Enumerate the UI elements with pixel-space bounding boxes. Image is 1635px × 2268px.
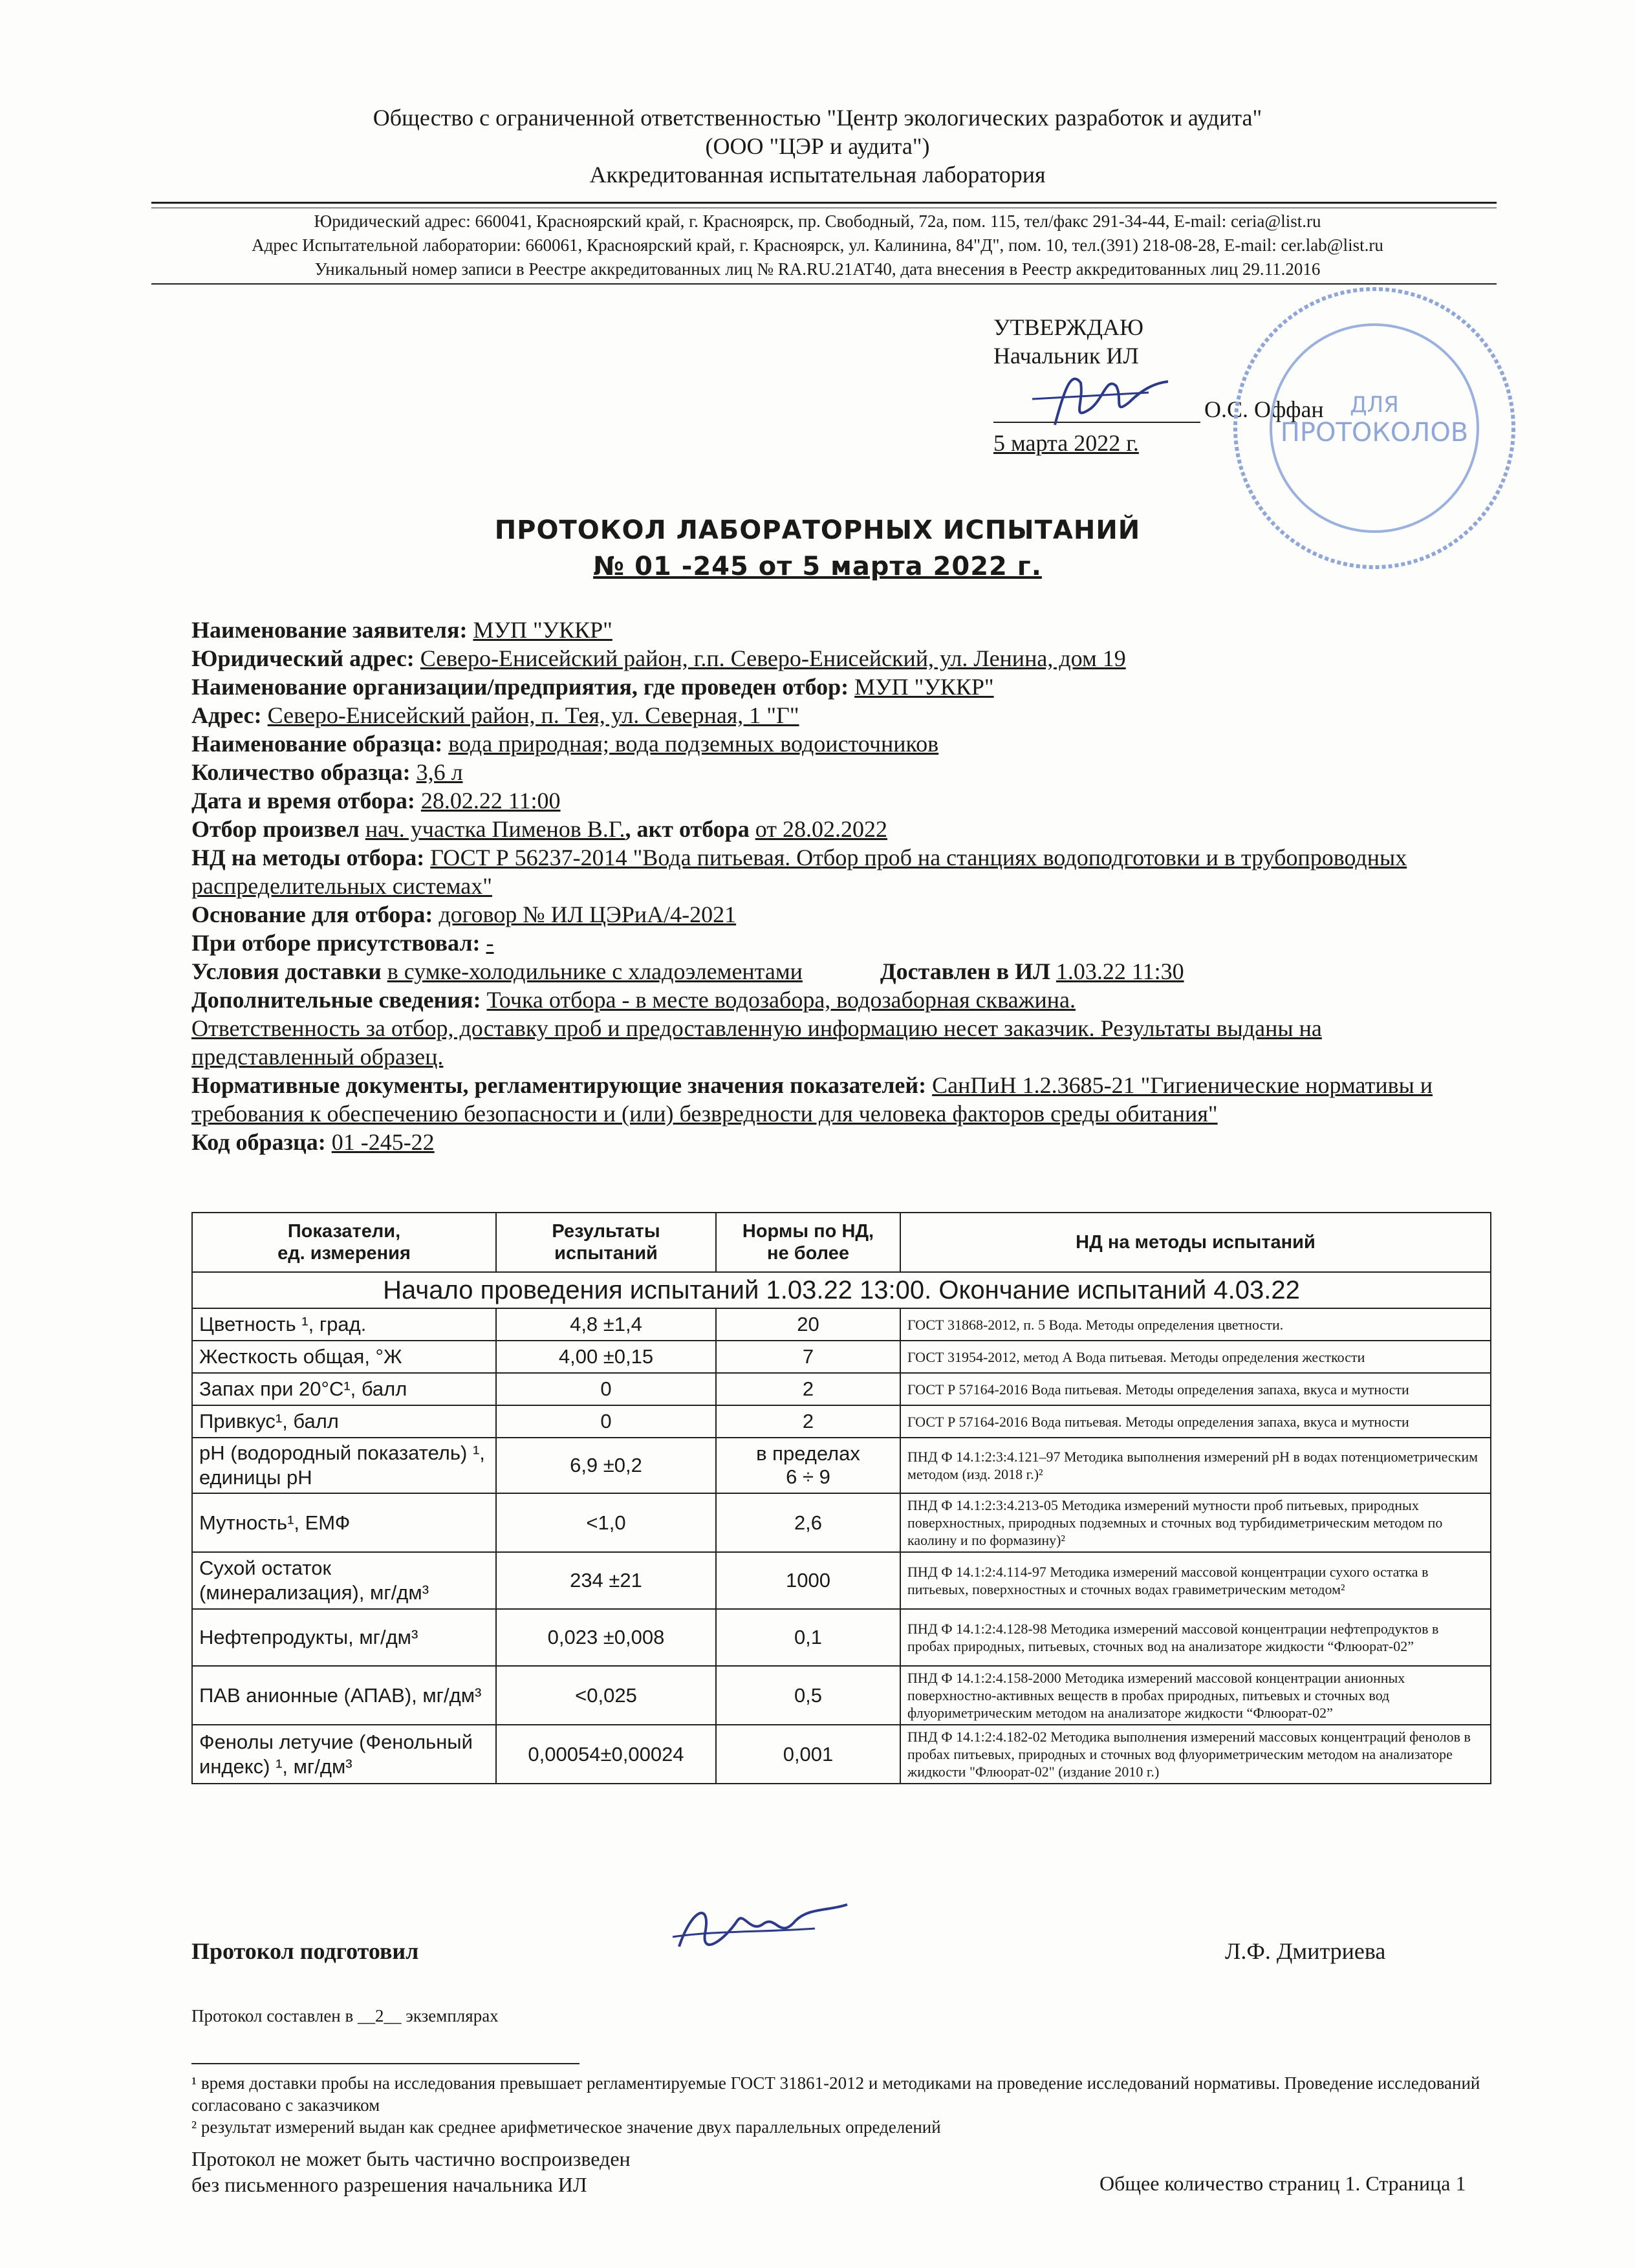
- basis-value: договор № ИЛ ЦЭРиА/4-2021: [439, 902, 737, 927]
- svg-text:ДЛЯ: ДЛЯ: [1350, 392, 1399, 418]
- title-line: ПРОТОКОЛ ЛАБОРАТОРНЫХ ИСПЫТАНИЙ: [494, 515, 1141, 545]
- basis-label: Основание для отбора:: [191, 902, 433, 927]
- result-cell: 0: [496, 1373, 716, 1405]
- signature-line: [993, 396, 1200, 423]
- qty-label: Количество образца:: [191, 759, 411, 785]
- method-cell: ПНД Ф 14.1:2:4.114-97 Методика измерений массовой концентрации сухого остатка в питьевых, поверхностных и сточных водах гравиметрическим методом²: [900, 1552, 1491, 1609]
- org-name: Общество с ограниченной ответственностью "Центр экологических разработок и аудита": [373, 105, 1262, 131]
- indicator-cell: Мутность¹, ЕМФ: [192, 1493, 496, 1552]
- address-label: Адрес:: [191, 702, 262, 728]
- prepared-by-label: Протокол подготовил: [191, 1938, 419, 1964]
- table-row: [192, 1493, 1491, 1552]
- datetime-row: [191, 786, 1490, 815]
- code-label: Код образца:: [191, 1129, 326, 1155]
- method-cell: ПНД Ф 14.1:2:3:4.213-05 Методика измерений мутности проб питьевых, природных поверхностных, природных подземных и сточных вод турбидиметрическим методом по каолину и по формазину)²: [900, 1493, 1491, 1552]
- table-row: [192, 1609, 1491, 1666]
- norm-row: [191, 1071, 1490, 1128]
- table-row: [192, 1438, 1491, 1493]
- code-row: [191, 1128, 1490, 1156]
- address-block: [0, 210, 1635, 281]
- results-table: [191, 1212, 1491, 1784]
- norm-label: Нормативные документы, регламентирующие значения показателей:: [191, 1072, 927, 1098]
- act-label: , акт отбора: [625, 816, 750, 842]
- lab-address: Адрес Испытательной лаборатории: 660061, Красноярский край, г. Красноярск, ул. Калинина, 84"Д", пом. 10, тел.(391) 218-08-28, E-mail: cer.lab@list.ru: [252, 235, 1383, 255]
- basis-row: [191, 900, 1490, 929]
- notice-line-1: Протокол не может быть частично воспроизведен: [191, 2147, 631, 2170]
- lab-name: Аккредитованная испытательная лаборатория: [589, 162, 1046, 188]
- indicator-cell: Привкус¹, балл: [192, 1405, 496, 1438]
- col-header-norm: Нормы по НД, не более: [716, 1213, 900, 1272]
- protocol-number: № 01 -245 от 5 марта 2022 г.: [593, 552, 1042, 581]
- indicator-cell: ПАВ анионные (АПАВ), мг/дм³: [192, 1666, 496, 1725]
- delivery-row: [191, 957, 1490, 986]
- method-cell: ГОСТ 31954-2012, метод А Вода питьевая. Методы определения жесткости: [900, 1341, 1491, 1373]
- footnotes: [191, 2072, 1537, 2138]
- approval-word: УТВЕРЖДАЮ: [993, 314, 1144, 340]
- org-short-name: (ООО "ЦЭР и аудита"): [705, 133, 930, 159]
- present-value: -: [486, 930, 494, 956]
- table-row: [192, 1373, 1491, 1405]
- document-title: [0, 512, 1635, 585]
- extra-value: Точка отбора - в месте водозабора, водозаборная скважина.: [486, 987, 1076, 1013]
- sampler-row: [191, 815, 1490, 843]
- extra-label: Дополнительные сведения:: [191, 987, 481, 1013]
- footnote-1: ¹ время доставки пробы на исследования превышает регламентируемые ГОСТ 31861-2012 и методиками на проведение исследований нормативы. Проведение исследований согласовано с заказчиком: [191, 2073, 1480, 2115]
- present-label: При отборе присутствовал:: [191, 930, 481, 956]
- approver-name: О.С. Оффан: [1204, 396, 1324, 422]
- norm-cell: 2: [716, 1373, 900, 1405]
- notice-line-2: без письменного разрешения начальника ИЛ: [191, 2173, 587, 2196]
- responsibility-note: Ответственность за отбор, доставку проб и предоставленную информацию несет заказчик. Результаты выданы на представленный образец.: [191, 1015, 1322, 1070]
- table-row: [192, 1666, 1491, 1725]
- col-header-method: НД на методы испытаний: [900, 1213, 1491, 1272]
- org-header: [0, 103, 1635, 189]
- method-cell: ПНД Ф 14.1:2:4.158-2000 Методика измерений массовой концентрации анионных поверхностно-активных веществ в пробах природных, питьевых и сточных вод флуориметрическим методом на анализаторе жидкости “Флюорат-02”: [900, 1666, 1491, 1725]
- norm-cell: в пределах 6 ÷ 9: [716, 1438, 900, 1493]
- indicator-cell: Запах при 20°С¹, балл: [192, 1373, 496, 1405]
- approval-date: 5 марта 2022 г.: [993, 430, 1139, 456]
- qty-row: [191, 758, 1490, 786]
- method-cell: ГОСТ Р 57164-2016 Вода питьевая. Методы определения запаха, вкуса и мутности: [900, 1373, 1491, 1405]
- registry-number: Уникальный номер записи в Реестре аккредитованных лиц № RA.RU.21АТ40, дата внесения в Реестр аккредитованных лиц 29.11.2016: [314, 259, 1321, 279]
- table-header-row: [192, 1213, 1491, 1272]
- applicant-value: МУП "УККР": [473, 617, 612, 643]
- indicator-cell: Фенолы летучие (Фенольный индекс) ¹, мг/дм³: [192, 1725, 496, 1784]
- table-row: [192, 1725, 1491, 1784]
- method-cell: ПНД Ф 14.1:2:4.182-02 Методика выполнения измерений массовых концентраций фенолов в пробах питьевых, природных и сточных вод флуориметрическим методом на анализаторе жидкости "Флюорат-02" (издание 2010 г.): [900, 1725, 1491, 1784]
- legal-label: Юридический адрес:: [191, 645, 415, 671]
- delivery-value: в сумке-холодильнике с хладоэлементами: [387, 958, 803, 984]
- sampler-label: Отбор произвел: [191, 816, 360, 842]
- sample-info: [191, 616, 1490, 1156]
- sampler-value: нач. участка Пименов В.Г.: [365, 816, 625, 842]
- delivered-label: Доставлен в ИЛ: [880, 958, 1050, 984]
- org-value: МУП "УККР": [854, 674, 994, 700]
- legal-value: Северо-Енисейский район, г.п. Северо-Енисейский, ул. Ленина, дом 19: [420, 645, 1126, 671]
- approval-position: Начальник ИЛ: [993, 343, 1139, 369]
- result-cell: 0: [496, 1405, 716, 1438]
- norm-cell: 20: [716, 1308, 900, 1341]
- method-cell: ГОСТ 31868-2012, п. 5 Вода. Методы определения цветности.: [900, 1308, 1491, 1341]
- applicant-label: Наименование заявителя:: [191, 617, 468, 643]
- code-value: 01 -245-22: [331, 1129, 435, 1155]
- legal-address: Юридический адрес: 660041, Красноярский край, г. Красноярск, пр. Свободный, 72а, пом. 115, тел/факс 291-34-44, E-mail: ceria@list.ru: [314, 211, 1321, 231]
- reproduction-notice: [191, 2146, 631, 2198]
- norm-cell: 2,6: [716, 1493, 900, 1552]
- table-row: [192, 1552, 1491, 1609]
- result-cell: 0,00054±0,00024: [496, 1725, 716, 1784]
- applicant-row: [191, 616, 1490, 644]
- org-label: Наименование организации/предприятия, где проведен отбор:: [191, 674, 849, 700]
- header-divider: [151, 202, 1497, 208]
- act-value: от 28.02.2022: [755, 816, 887, 842]
- footnote-divider: [191, 2063, 579, 2064]
- indicator-cell: Цветность ¹, град.: [192, 1308, 496, 1341]
- norm-cell: 0,5: [716, 1666, 900, 1725]
- preparer-name: Л.Ф. Дмитриева: [1225, 1938, 1386, 1964]
- nd-label: НД на методы отбора:: [191, 845, 425, 870]
- datetime-value: 28.02.22 11:00: [420, 788, 561, 814]
- table-row: [192, 1308, 1491, 1341]
- copies-line: [191, 2006, 499, 2026]
- norm-cell: 0,001: [716, 1725, 900, 1784]
- nd-row: [191, 843, 1490, 900]
- sample-value: вода природная; вода подземных водоисточников: [448, 731, 939, 757]
- result-cell: 4,8 ±1,4: [496, 1308, 716, 1341]
- result-cell: 6,9 ±0,2: [496, 1438, 716, 1493]
- test-period: Начало проведения испытаний 1.03.22 13:00. Окончание испытаний 4.03.22: [192, 1272, 1491, 1308]
- present-row: [191, 929, 1490, 957]
- address-row: [191, 701, 1490, 729]
- sample-label: Наименование образца:: [191, 731, 443, 757]
- nd-value: ГОСТ Р 56237-2014 "Вода питьевая. Отбор проб на станциях водоподготовки и в трубопроводных распределительных системах": [191, 845, 1407, 899]
- norm-cell: 2: [716, 1405, 900, 1438]
- copies-suffix: экземплярах: [401, 2006, 499, 2025]
- result-cell: <1,0: [496, 1493, 716, 1552]
- datetime-label: Дата и время отбора:: [191, 788, 415, 814]
- method-cell: ПНД Ф 14.1:2:4.128-98 Методика измерений массовой концентрации нефтепродуктов в пробах природных, питьевых, сточных вод на анализаторе жидкости “Флюорат-02”: [900, 1609, 1491, 1666]
- norm-cell: 7: [716, 1341, 900, 1373]
- indicator-cell: рН (водородный показатель) ¹, единицы рН: [192, 1438, 496, 1493]
- org-row: [191, 673, 1490, 701]
- period-row: [192, 1272, 1491, 1308]
- indicator-cell: Нефтепродукты, мг/дм³: [192, 1609, 496, 1666]
- indicator-cell: Жесткость общая, °Ж: [192, 1341, 496, 1373]
- sample-row: [191, 729, 1490, 758]
- col-header-result: Результаты испытаний: [496, 1213, 716, 1272]
- legal-row: [191, 644, 1490, 673]
- approval-block: [993, 313, 1143, 370]
- qty-value: 3,6 л: [416, 759, 463, 785]
- norm-value: СанПиН 1.2.3685-21 "Гигиенические нормативы и требования к обеспечению безопасности и (или) безвредности для человека факторов среды обитания": [191, 1072, 1433, 1127]
- indicator-cell: Сухой остаток (минерализация), мг/дм³: [192, 1552, 496, 1609]
- copies-number: __2__: [358, 2006, 402, 2025]
- table-row: [192, 1341, 1491, 1373]
- delivery-label: Условия доставки: [191, 958, 382, 984]
- result-cell: 0,023 ±0,008: [496, 1609, 716, 1666]
- extra-row: [191, 986, 1490, 1014]
- preparer-signature: [666, 1895, 860, 1972]
- result-cell: 4,00 ±0,15: [496, 1341, 716, 1373]
- norm-cell: 1000: [716, 1552, 900, 1609]
- address-value: Северо-Енисейский район, п. Тея, ул. Северная, 1 "Г": [267, 702, 799, 728]
- norm-cell: 0,1: [716, 1609, 900, 1666]
- page-count: Общее количество страниц 1. Страница 1: [1099, 2172, 1466, 2195]
- copies-prefix: Протокол составлен в: [191, 2006, 358, 2025]
- footnote-2: ² результат измерений выдан как среднее арифметическое значение двух параллельных определений: [191, 2117, 941, 2137]
- result-cell: 234 ±21: [496, 1552, 716, 1609]
- method-cell: ГОСТ Р 57164-2016 Вода питьевая. Методы определения запаха, вкуса и мутности: [900, 1405, 1491, 1438]
- method-cell: ПНД Ф 14.1:2:3:4.121–97 Методика выполнения измерений рН в водах потенциометрическим методом (изд. 2018 г.)²: [900, 1438, 1491, 1493]
- result-cell: <0,025: [496, 1666, 716, 1725]
- svg-text:ПРОТОКОЛОВ: ПРОТОКОЛОВ: [1280, 418, 1469, 448]
- signature-scribble: [993, 363, 1200, 435]
- table-row: [192, 1405, 1491, 1438]
- delivered-value: 1.03.22 11:30: [1056, 958, 1184, 984]
- col-header-indicator: Показатели, ед. измерения: [192, 1213, 496, 1272]
